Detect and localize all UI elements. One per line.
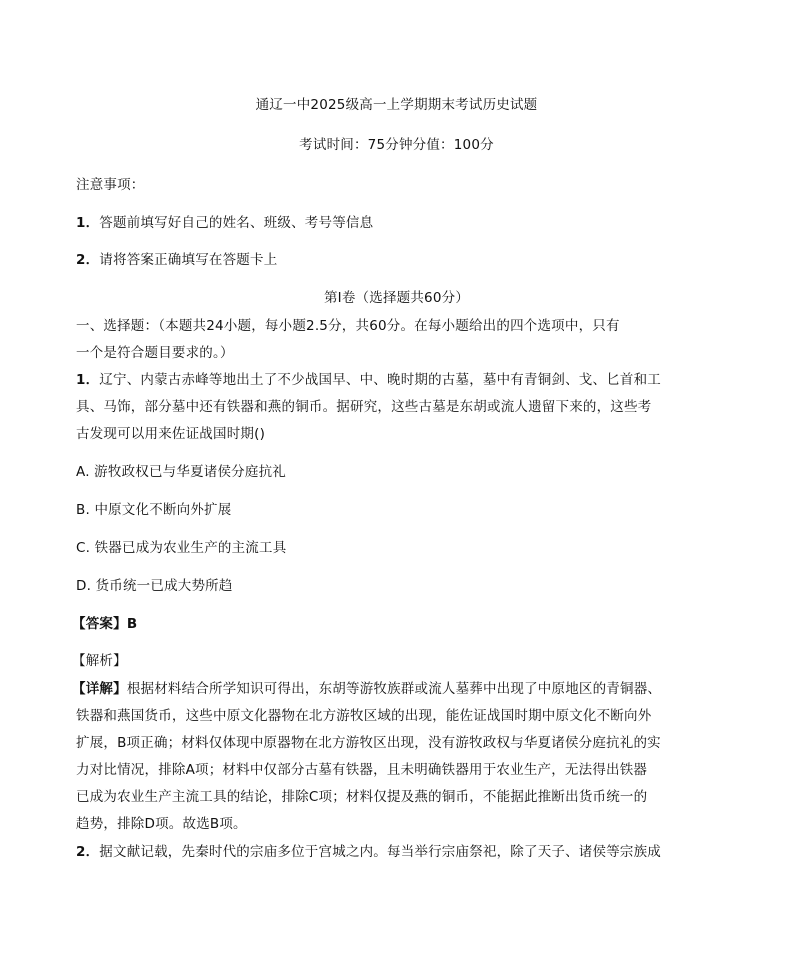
answer-label: 【答案】 (72, 616, 127, 632)
answer-value: B (126, 616, 138, 632)
notice-item-2 (76, 251, 277, 269)
detail-line-2: 铁器和燕国货币，这些中原文化器物在北方游牧区域的出现，能佐证战国时期中原文化不断向外 (76, 708, 652, 724)
section-title: 第I卷（选择题共60分） (323, 290, 470, 306)
notice-heading: 注意事项： (76, 177, 145, 193)
notice-item-number: 1． (76, 215, 100, 231)
exam-subtitle: 考试时间：75分钟分值：100分 (299, 137, 494, 153)
question-1-line-1 (76, 371, 661, 389)
option-b: B. 中原文化不断向外扩展 (76, 502, 232, 518)
answer-line (72, 615, 137, 633)
detail-line-1 (72, 680, 661, 698)
question-text: 据文献记载，先秦时代的宗庙多位于宫城之内。每当举行宗庙祭祀，除了天子、诸侯等宗族成 (99, 844, 661, 860)
question-number: 2． (76, 844, 100, 860)
notice-item-text: 答题前填写好自己的姓名、班级、考号等信息 (99, 215, 374, 231)
question-2-line-1 (76, 843, 661, 861)
option-a: A. 游牧政权已与华夏诸侯分庭抗礼 (76, 464, 286, 480)
option-d: D. 货币统一已成大势所趋 (76, 578, 233, 594)
question-text: 辽宁、内蒙古赤峰等地出土了不少战国早、中、晚时期的古墓，墓中有青铜剑、戈、匕首和工 (99, 372, 661, 388)
question-1-line-3: 古发现可以用来佐证战国时期() (76, 426, 266, 442)
detail-line-5: 已成为农业生产主流工具的结论，排除C项；材料仅提及燕的铜币，不能据此推断出货币统一的 (76, 789, 648, 805)
notice-item-text: 请将答案正确填写在答题卡上 (99, 252, 278, 268)
exam-title: 通辽一中2025级高一上学期期末考试历史试题 (255, 97, 538, 113)
option-c: C. 铁器已成为农业生产的主流工具 (76, 540, 287, 556)
question-1-line-2: 具、马饰，部分墓中还有铁器和燕的铜币。据研究，这些古墓是东胡或流人遗留下来的，这些考 (76, 399, 652, 415)
detail-line-3: 扩展，B项正确；材料仅体现中原器物在北方游牧区出现，没有游牧政权与华夏诸侯分庭抗礼的实 (76, 735, 661, 751)
detail-line-6: 趋势，排除D项。故选B项。 (76, 816, 247, 832)
section-intro-line-1: 一、选择题：（本题共24小题，每小题2.5分，共60分。在每小题给出的四个选项中，只有 (76, 318, 620, 334)
detail-label: 【详解】 (72, 681, 127, 697)
question-number: 1． (76, 372, 100, 388)
section-intro-line-2: 一个是符合题目要求的。） (76, 345, 234, 361)
analysis-label: 【解析】 (72, 653, 127, 669)
notice-item-number: 2． (76, 252, 100, 268)
detail-line-4: 力对比情况，排除A项；材料中仅部分古墓有铁器，且未明确铁器用于农业生产，无法得出铁器 (76, 762, 648, 778)
notice-item-1 (76, 214, 373, 232)
detail-text: 根据材料结合所学知识可得出，东胡等游牧族群或流人墓葬中出现了中原地区的青铜器、 (126, 681, 662, 697)
